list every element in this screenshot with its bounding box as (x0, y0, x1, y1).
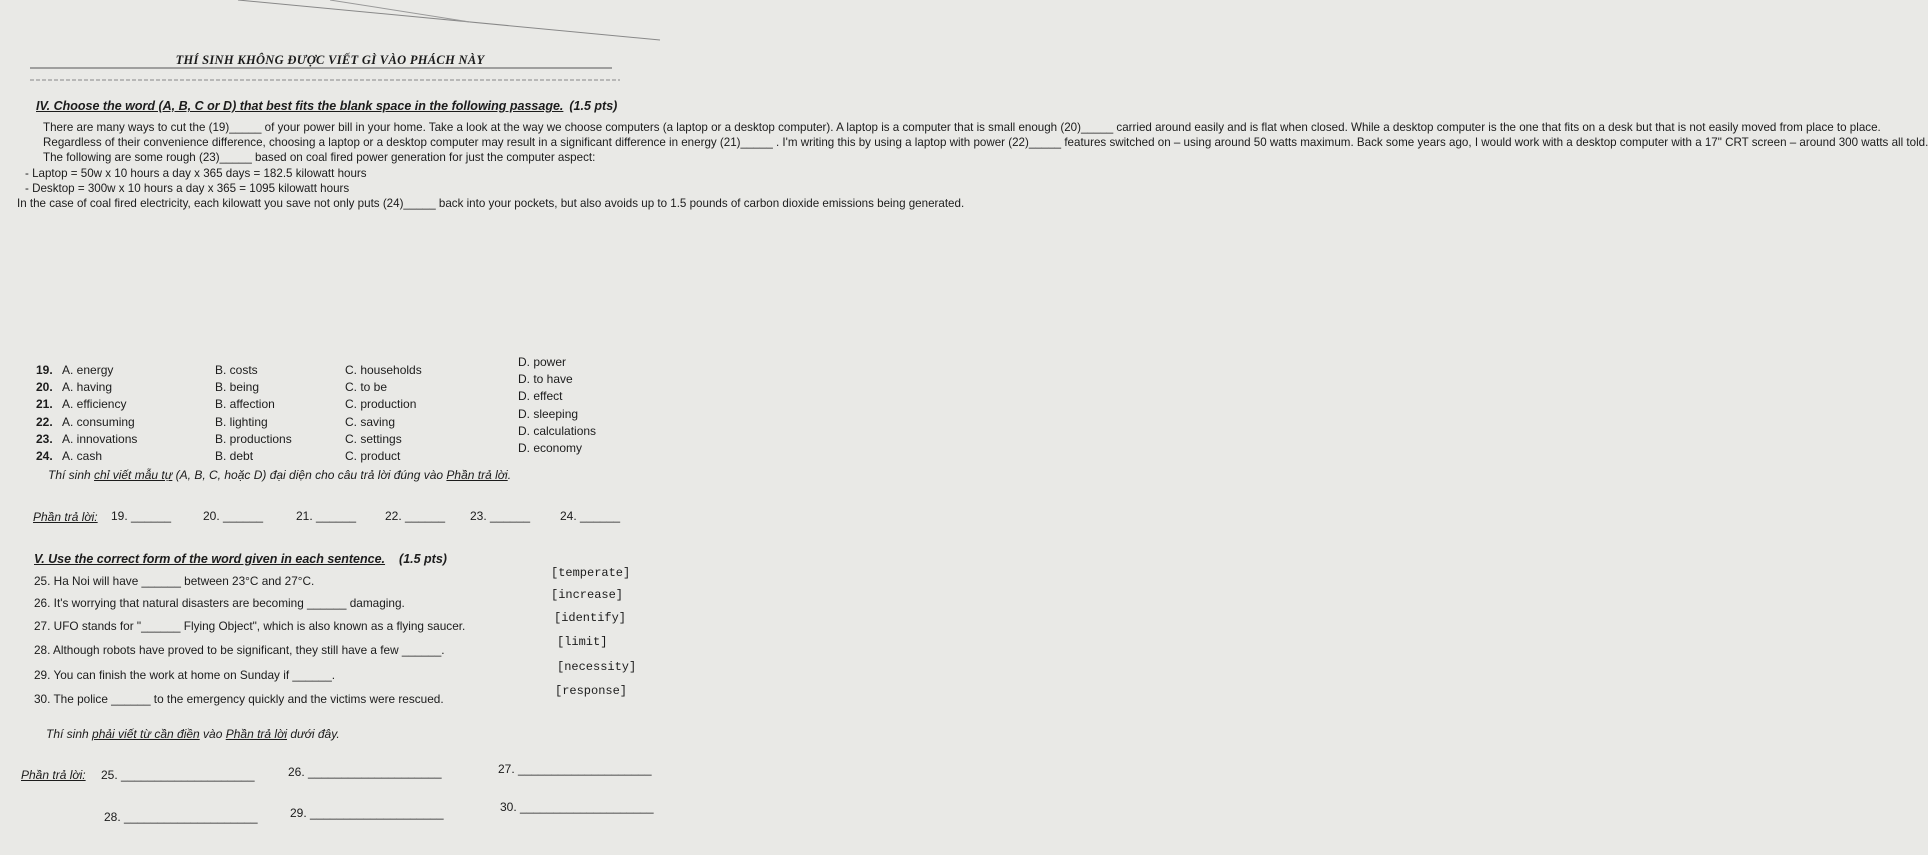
option-b[interactable]: B. affection (215, 397, 275, 412)
option-a[interactable]: A. having (62, 380, 113, 395)
passage-line: - Desktop = 300w x 10 hours a day x 365 = 1095 kilowatt hours (25, 181, 350, 195)
section5-instruction: Thí sinh phải viết từ cần điền vào Phần trả lời dưới đây. (46, 727, 340, 741)
answer-slot[interactable]: 27. ____________________ (498, 762, 652, 776)
option-b[interactable]: B. debt (215, 449, 254, 463)
header-notice: THÍ SINH KHÔNG ĐƯỢC VIẾT GÌ VÀO PHÁCH NÀY (175, 53, 485, 67)
option-number: 22. (36, 414, 53, 429)
option-d[interactable]: D. to have (518, 372, 573, 387)
option-number: 20. (36, 380, 53, 395)
option-d[interactable]: D. power (518, 355, 567, 369)
section5-title: V. Use the correct form of the word given in each sentence. (1.5 pts) (34, 552, 447, 566)
option-number: 24. (36, 449, 53, 463)
answer-slot[interactable]: 29. ____________________ (290, 806, 444, 820)
option-d[interactable]: D. sleeping (518, 406, 579, 421)
option-a[interactable]: A. cash (62, 449, 103, 463)
option-c[interactable]: C. saving (345, 414, 396, 429)
option-a[interactable]: A. energy (62, 363, 114, 377)
section4-passage (17, 120, 1928, 211)
passage-line: - Laptop = 50w x 10 hours a day x 365 days = 182.5 kilowatt hours (25, 166, 367, 180)
option-c[interactable]: C. settings (345, 431, 402, 446)
answer-slot[interactable]: 28. ____________________ (104, 810, 258, 824)
section4-answer-label: Phần trả lời: (33, 510, 98, 524)
answer-slot[interactable]: 25. ____________________ (101, 768, 255, 782)
option-a[interactable]: A. efficiency (62, 397, 127, 412)
sentence-item: 25. Ha Noi will have ______ between 23°C and 27°C. (34, 574, 315, 588)
option-a[interactable]: A. innovations (62, 431, 138, 446)
answer-slot[interactable]: 20. ______ (203, 509, 264, 523)
answer-slot[interactable]: 24. ______ (560, 509, 621, 523)
word-cue: [limit] (557, 635, 608, 649)
option-number: 21. (36, 397, 53, 412)
passage-paragraph: The following are some rough (23)_____ based on coal fired power generation for just the computer aspect: (43, 151, 596, 165)
option-b[interactable]: B. being (215, 380, 260, 395)
option-c[interactable]: C. production (345, 397, 417, 412)
section5-points: (1.5 pts) (399, 552, 447, 566)
option-a[interactable]: A. consuming (62, 414, 135, 429)
answer-slot[interactable]: 26. ____________________ (288, 765, 442, 779)
word-cue: [increase] (551, 588, 624, 602)
answer-slot[interactable]: 19. ______ (111, 509, 172, 523)
passage-paragraph: In the case of coal fired electricity, each kilowatt you save not only puts (24)_____ back into your pockets, but also avoids up to 1.5 pounds of carbon dioxide emissions being generated. (17, 197, 965, 211)
section4-title: IV. Choose the word (A, B, C or D) that best fits the blank space in the following passage. (1.5 pts) (36, 99, 618, 113)
passage-paragraph: Regardless of their convenience difference, choosing a laptop or a desktop computer may result in a significant difference in energy (21)_____ . I'm writing this by using a laptop with power (22)_____ features switched on – using around 50 watts maximum. Back some years ago, I would work with a desktop computer with a 17" CRT screen – around 300 watts all told. (43, 136, 1928, 150)
option-number: 23. (36, 431, 53, 446)
sentence-item: 29. You can finish the work at home on Sunday if ______. (34, 668, 336, 682)
sentence-item: 26. It's worrying that natural disasters are becoming ______ damaging. (34, 596, 405, 610)
option-number: 19. (36, 363, 53, 377)
sentence-item: 28. Although robots have proved to be significant, they still have a few ______. (34, 643, 445, 657)
option-b[interactable]: B. lighting (215, 414, 268, 429)
word-cue: [identify] (554, 611, 627, 625)
word-cue: [temperate] (551, 566, 631, 580)
answer-slot[interactable]: 21. ______ (296, 509, 357, 523)
option-d[interactable]: D. effect (518, 389, 563, 404)
option-c[interactable]: C. product (345, 449, 401, 463)
section5-answer-label: Phần trả lời: (21, 768, 86, 782)
word-cue: [response] (555, 684, 628, 698)
sentence-item: 27. UFO stands for "______ Flying Object", which is also known as a flying saucer. (34, 619, 466, 633)
section4-points: (1.5 pts) (569, 99, 618, 113)
section4-instruction: Thí sinh chỉ viết mẫu tự (A, B, C, hoặc D) đại diện cho câu trả lời đúng vào Phần trả lời. (48, 468, 512, 482)
answer-slot[interactable]: 23. ______ (470, 509, 531, 523)
option-d[interactable]: D. calculations (518, 423, 597, 438)
option-d[interactable]: D. economy (518, 441, 583, 455)
answer-slot[interactable]: 30. ____________________ (500, 800, 654, 814)
option-c[interactable]: C. households (345, 363, 422, 377)
option-b[interactable]: B. productions (215, 431, 292, 446)
passage-paragraph: There are many ways to cut the (19)_____ of your power bill in your home. Take a look at the way we choose computers (a laptop or a desktop computer). A laptop is a computer that is small enough (20)_____ carried around easily and is flat when closed. While a desktop computer is the one that fits on a desk but that is not easily moved from place to place. (43, 121, 1881, 134)
word-cue: [necessity] (557, 660, 637, 674)
option-b[interactable]: B. costs (215, 363, 258, 377)
option-c[interactable]: C. to be (345, 380, 388, 395)
sentence-item: 30. The police ______ to the emergency quickly and the victims were rescued. (34, 692, 444, 706)
answer-slot[interactable]: 22. ______ (385, 509, 446, 523)
